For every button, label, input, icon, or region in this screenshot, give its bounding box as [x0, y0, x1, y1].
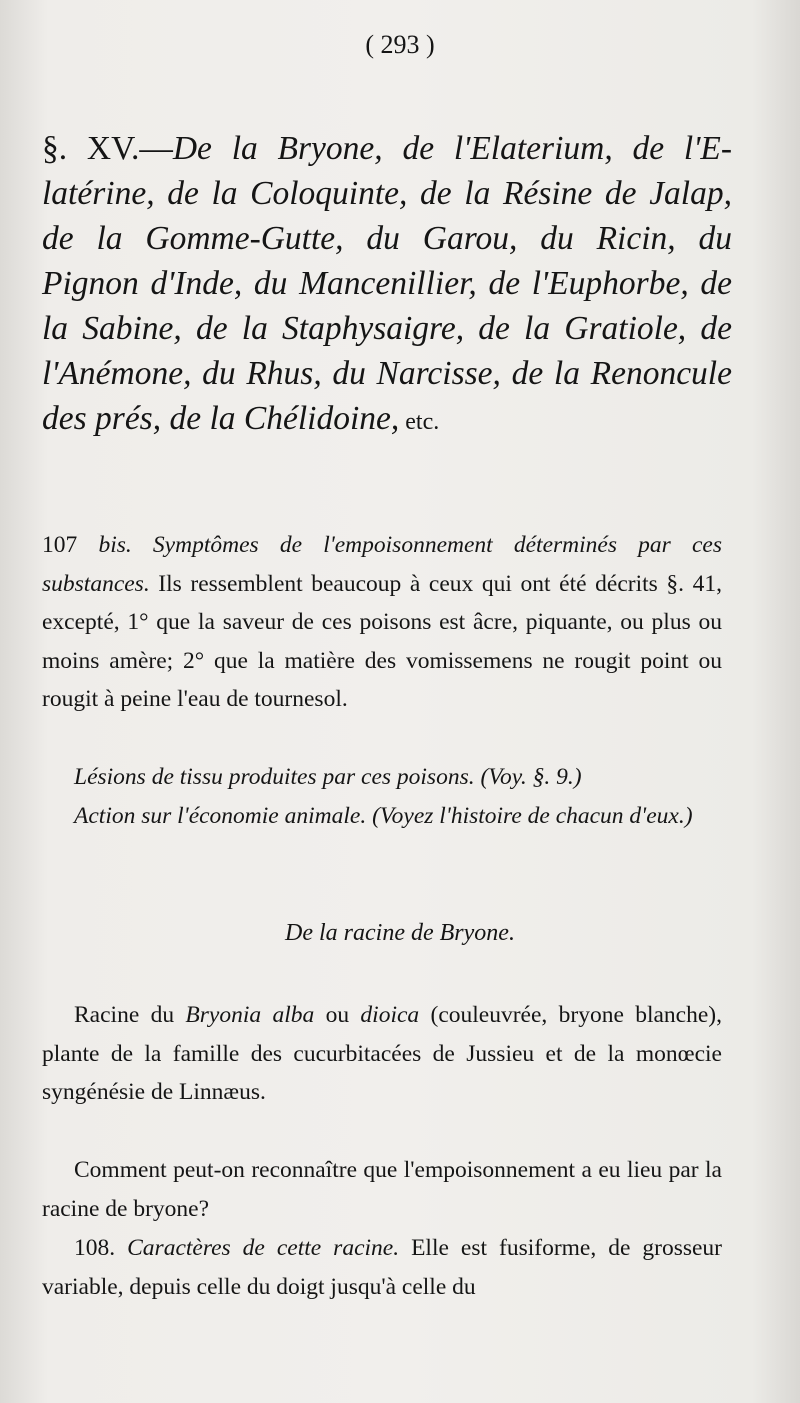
species-name-dioica: dioica — [360, 1002, 420, 1028]
paragraph-racine: Racine du Bryonia alba ou dioica (couleuvrée, bryone blanche), plante de la famille des cucurbitacées de Jussieu et de la monœcie syngénésie de Linnæus. — [42, 1002, 722, 1106]
section-number: §. XV. — [42, 130, 140, 167]
paragraph-107-text: Ils ressemblent beaucoup à ceux qui ont été décrits §. 41, excepté, 1° que la saveur de ces poisons est âcre, piquante, ou plus ou moins amère; 2° que la matière des vomissemens ne rougit point ou rougit à peine l'eau de tournesol. — [42, 570, 722, 713]
lesions-line: Lésions de tissu produites par ces poisons. (Voy. §. 9.) — [74, 764, 582, 790]
action-line: Action sur l'économie animale. (Voyez l'histoire de chacun d'eux.) — [74, 803, 693, 829]
section-title: De la Bryone, de l'Elaterium, de l'E-latérine, de la Coloquinte, de la Résine de Jalap, de la Gomme-Gutte, du Garou, du Ricin, du Pignon d'Inde, du Mancenillier, de l'Euphorbe, de la Sabine, de la Staphysaigre, de la Gratiole, de l'Anémone, du Rhus, du Narcisse, de la Renoncule des prés, de la Chélidoine, — [42, 130, 732, 437]
section-heading — [42, 126, 732, 445]
paragraph-108-number: 108. — [74, 1235, 128, 1261]
paragraph-108-text: Elle est fusiforme, de grosseur variable, depuis celle du doigt jusqu'à celle du — [42, 1235, 723, 1300]
section-etc: etc. — [399, 409, 440, 435]
page-number: ( 293 ) — [365, 30, 435, 59]
paragraph-108 — [42, 1229, 722, 1306]
subheading-bryone: De la racine de Bryone. — [285, 920, 515, 946]
paragraph-107-number: 107 — [42, 532, 99, 558]
paragraph-107 — [42, 526, 722, 719]
section-dash: — — [139, 130, 173, 167]
paragraph-108-heading: Caractères de cette racine. — [127, 1235, 400, 1261]
species-name-alba: Bryonia alba — [185, 1002, 315, 1028]
paragraph-question: Comment peut-on reconnaître que l'empoisonnement a eu lieu par la racine de bryone? — [42, 1157, 722, 1222]
paragraph-107-heading: bis. Symptômes de l'empoisonnement déterminés par ces substances. — [42, 532, 722, 597]
